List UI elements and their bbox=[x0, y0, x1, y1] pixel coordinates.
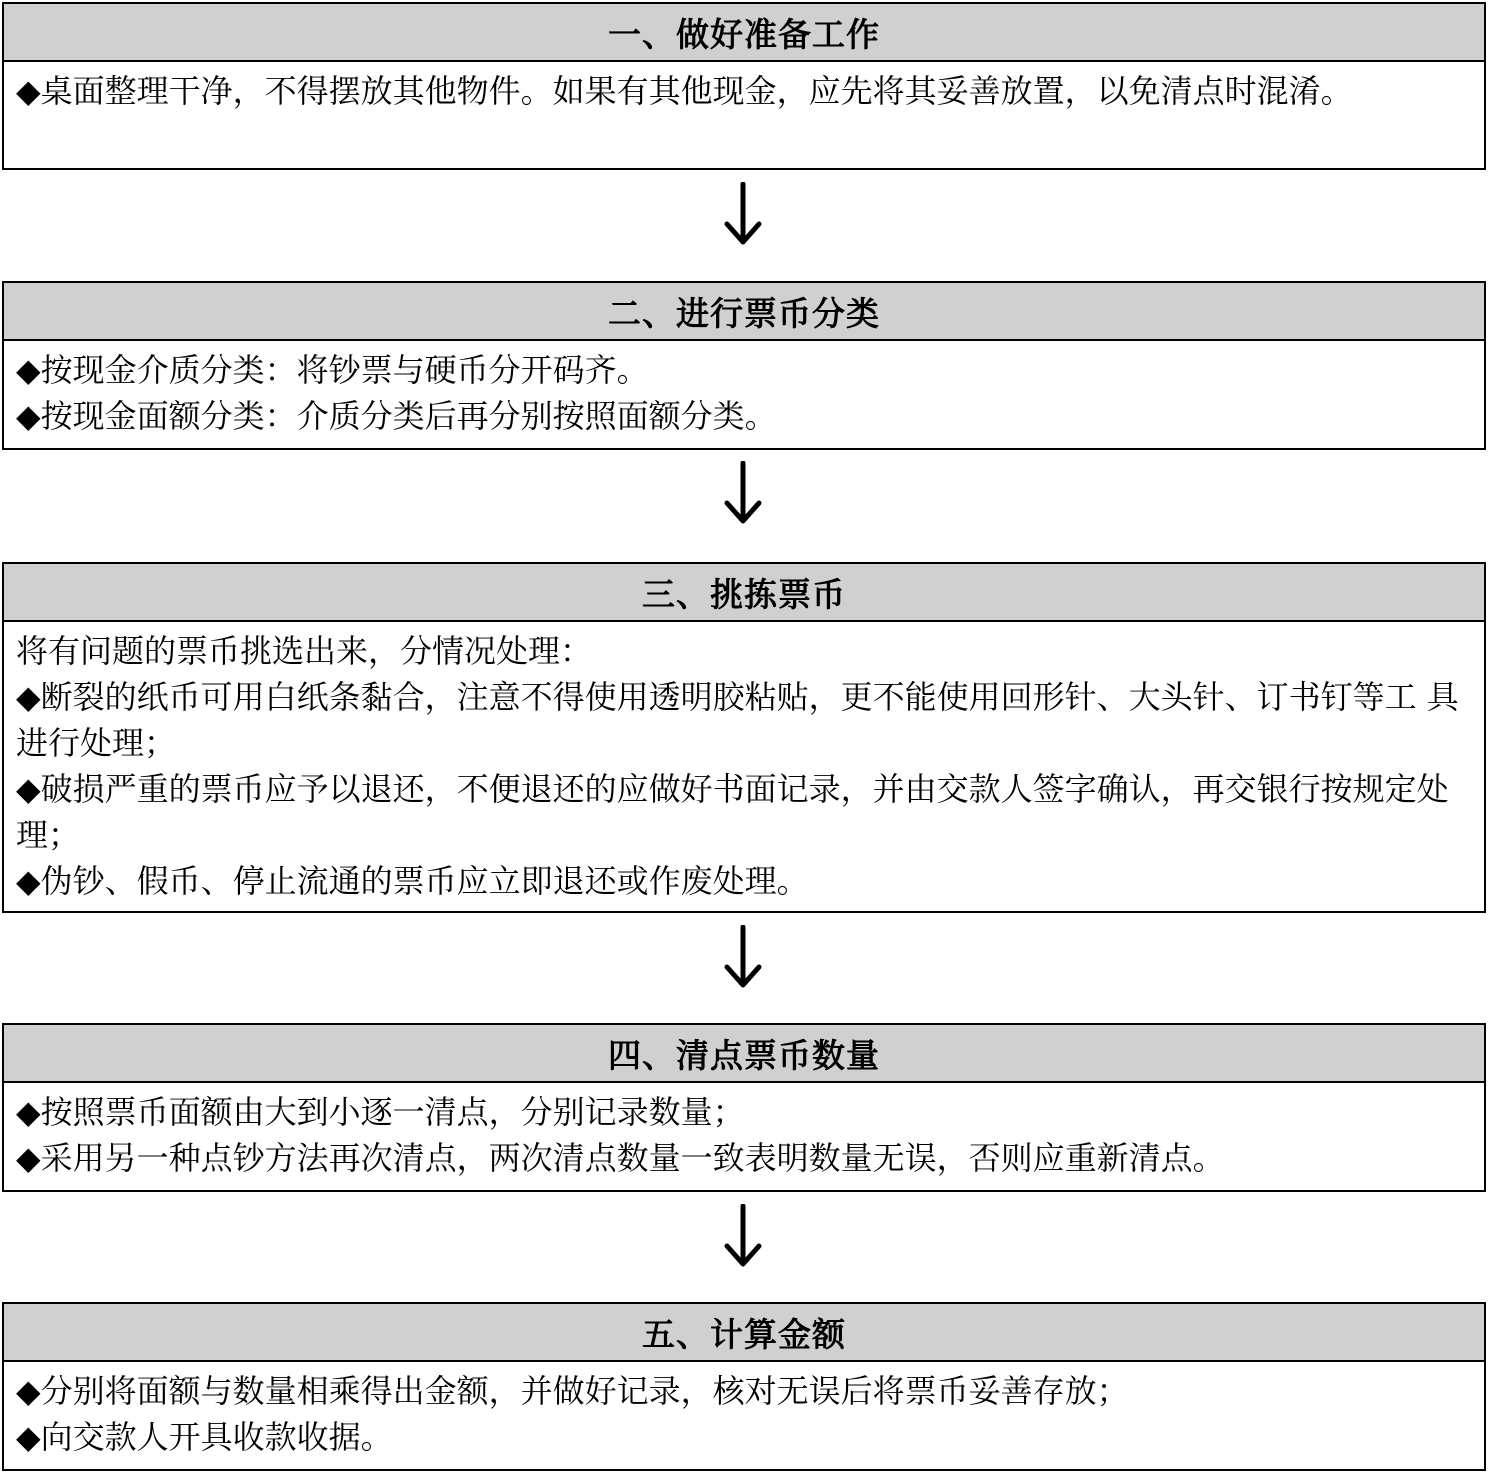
step-body bbox=[4, 62, 1484, 114]
down-arrow-icon bbox=[722, 1204, 764, 1268]
step-text-line: ◆按现金面额分类：介质分类后再分别按照面额分类。 bbox=[16, 397, 777, 435]
step-title: 一、做好准备工作 bbox=[4, 4, 1484, 62]
step-text-line: ◆桌面整理干净，不得摆放其他物件。如果有其他现金，应先将其妥善放置，以免清点时混淆。 bbox=[16, 72, 1353, 110]
step-title: 二、进行票币分类 bbox=[4, 283, 1484, 341]
step-title: 五、计算金额 bbox=[4, 1304, 1484, 1362]
step-body bbox=[4, 622, 1484, 904]
step-box-2 bbox=[2, 281, 1486, 450]
step-text-line: ◆按现金介质分类：将钞票与硬币分开码齐。 bbox=[16, 351, 649, 389]
step-text-line: ◆向交款人开具收款收据。 bbox=[16, 1418, 393, 1456]
step-body bbox=[4, 1083, 1484, 1181]
step-text-line: ◆分别将面额与数量相乘得出金额，并做好记录，核对无误后将票币妥善存放； bbox=[16, 1372, 1129, 1410]
step-text-line: ◆采用另一种点钞方法再次清点，两次清点数量一致表明数量无误，否则应重新清点。 bbox=[16, 1139, 1225, 1177]
step-box-3 bbox=[2, 562, 1486, 913]
step-text-line: ◆断裂的纸币可用白纸条黏合，注意不得使用透明胶粘贴，更不能使用回形针、大头针、订书钉等工 具进行处理； bbox=[16, 678, 1459, 762]
down-arrow-icon bbox=[722, 461, 764, 525]
step-body bbox=[4, 1362, 1484, 1460]
step-box-4 bbox=[2, 1023, 1486, 1192]
step-text-line: ◆破损严重的票币应予以退还，不便退还的应做好书面记录，并由交款人签字确认，再交银行按规定处理； bbox=[16, 770, 1449, 854]
down-arrow-icon bbox=[722, 182, 764, 246]
step-title: 三、挑拣票币 bbox=[4, 564, 1484, 622]
step-text-line: ◆伪钞、假币、停止流通的票币应立即退还或作废处理。 bbox=[16, 862, 809, 900]
down-arrow-icon bbox=[722, 925, 764, 989]
step-box-1 bbox=[2, 2, 1486, 170]
step-body bbox=[4, 341, 1484, 439]
step-text-line: ◆按照票币面额由大到小逐一清点，分别记录数量； bbox=[16, 1093, 745, 1131]
step-box-5 bbox=[2, 1302, 1486, 1471]
step-text-line: 将有问题的票币挑选出来，分情况处理： bbox=[16, 632, 593, 670]
step-title: 四、清点票币数量 bbox=[4, 1025, 1484, 1083]
